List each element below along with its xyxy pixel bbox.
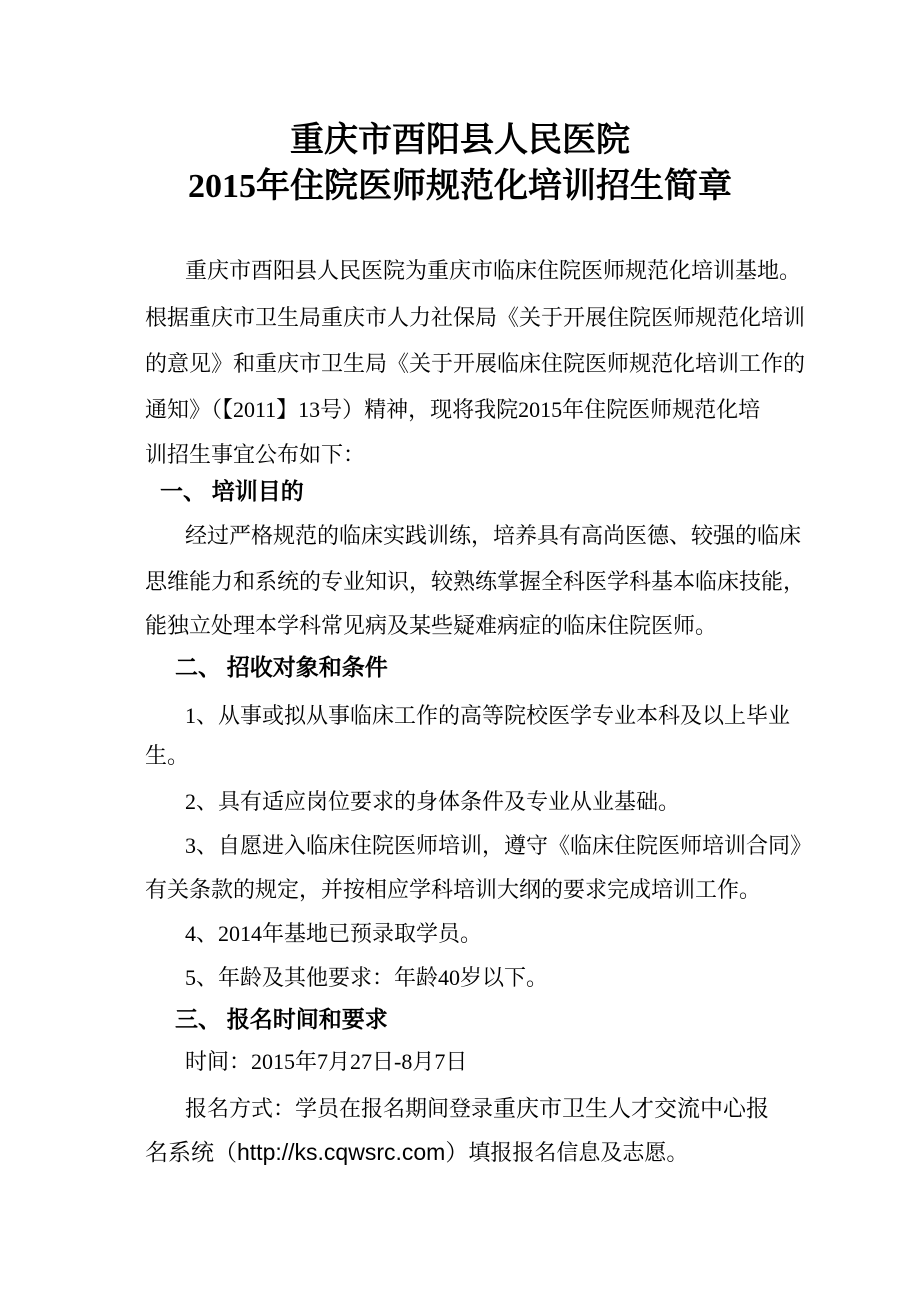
section1-line: 能独立处理本学科常见病及某些疑难病症的临床住院医师。	[145, 613, 718, 638]
section3-heading: 三、 报名时间和要求	[175, 1007, 388, 1032]
method-rest: 填报报名信息及志愿。	[468, 1140, 689, 1165]
intro-line: 的意见》和重庆市卫生局《关于开展临床住院医师规范化培训工作的	[145, 351, 806, 376]
registration-method-line1	[185, 1093, 769, 1124]
section2-line: 4、2014年基地已预录取学员。	[185, 921, 483, 946]
section2-line: 有关条款的规定，并按相应学科培训大纲的要求完成培训工作。	[145, 877, 762, 902]
intro-line: 训招生事宜公布如下：	[145, 442, 366, 467]
document-title-line1: 重庆市酉阳县人民医院	[290, 122, 630, 159]
registration-method-line2	[145, 1137, 688, 1168]
registration-system-link[interactable]: 名系统（http://ks.cqwsrc.com）	[145, 1139, 469, 1165]
document-title-line2: 2015年住院医师规范化培训招生简章	[188, 168, 732, 205]
section2-line: 3、自愿进入临床住院医师培训，遵守《临床住院医师培训合同》	[185, 833, 813, 858]
intro-line: 根据重庆市卫生局重庆市人力社保局《关于开展住院医师规范化培训	[145, 305, 806, 330]
registration-system-name: 重庆市卫生人才交流中心报	[493, 1095, 770, 1121]
section1-line: 经过严格规范的临床实践训练，培养具有高尚医德、较强的临床	[185, 523, 802, 548]
registration-time: 时间：2015年7月27日-8月7日	[185, 1049, 468, 1074]
section2-line: 生。	[145, 743, 190, 768]
method-prefix: 报名方式：学员在报名期间登录	[185, 1096, 494, 1121]
intro-line: 通知》（【2011】13号）精神，现将我院2015年住院医师规范化培	[145, 397, 761, 422]
section1-heading: 一、 培训目的	[160, 479, 304, 504]
section2-line: 1、从事或拟从事临床工作的高等院校医学专业本科及以上毕业	[185, 703, 791, 728]
section2-line: 2、具有适应岗位要求的身体条件及专业从业基础。	[185, 789, 681, 814]
section2-line: 5、年龄及其他要求：年龄40岁以下。	[185, 965, 549, 990]
section2-heading: 二、 招收对象和条件	[175, 655, 388, 680]
intro-line: 重庆市酉阳县人民医院为重庆市临床住院医师规范化培训基地。	[185, 258, 802, 283]
section1-line: 思维能力和系统的专业知识，较熟练掌握全科医学科基本临床技能，	[145, 569, 806, 594]
